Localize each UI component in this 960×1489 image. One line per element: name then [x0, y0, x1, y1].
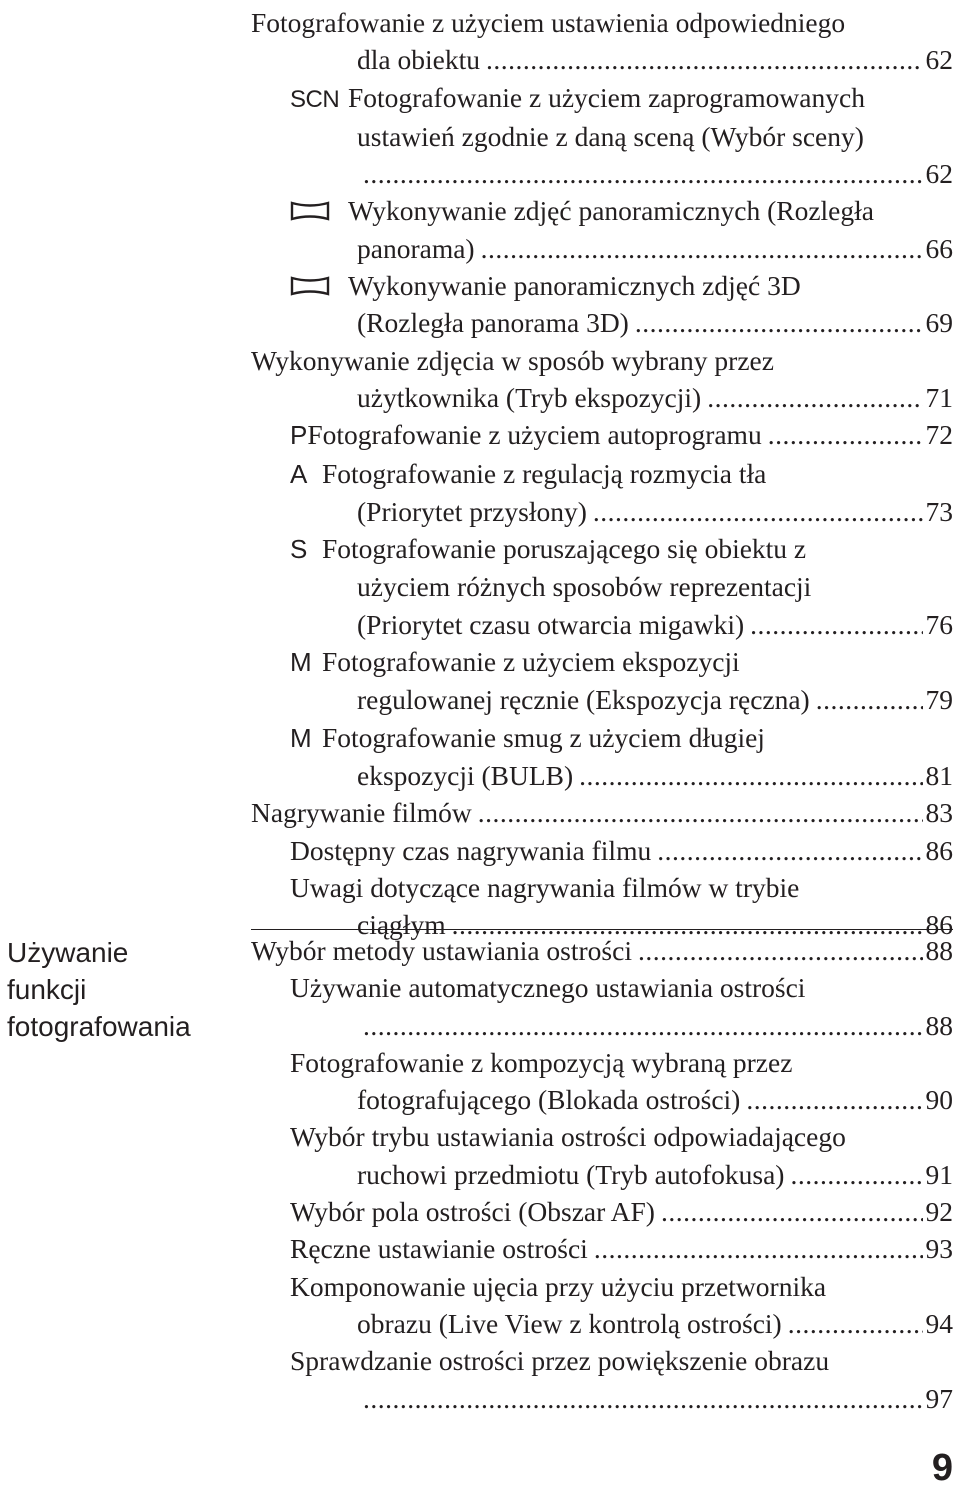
toc-entry[interactable]: [251, 455, 953, 531]
toc-entry-title: Fotografowanie z użyciem ekspozycji: [322, 646, 740, 678]
toc-entry-title: Wykonywanie zdjęcia w sposób wybrany przez: [251, 344, 774, 376]
toc-entry-title: Fotografowanie z użyciem zaprogramowanych: [348, 81, 865, 113]
toc-entry[interactable]: [251, 643, 953, 719]
toc-page-number: 79: [925, 684, 953, 716]
toc-page-number: 94: [925, 1307, 953, 1339]
dot-leader: [790, 1156, 922, 1193]
toc-entry-title: Wybór pola ostrości (Obszar AF): [290, 1196, 655, 1228]
toc-entry-line: [251, 1118, 953, 1155]
toc-entry-title: Komponowanie ujęcia przy użyciu przetwornika: [290, 1270, 827, 1302]
section-label-line: funkcji: [7, 974, 87, 1005]
toc-entry[interactable]: [251, 1118, 953, 1193]
toc-entry-line: [251, 1007, 953, 1044]
toc-entry[interactable]: [251, 79, 953, 193]
dot-leader: [746, 1081, 922, 1118]
toc-entry-line: [251, 719, 953, 757]
mode-scn-icon: SCN: [290, 85, 340, 113]
toc-entry-title: panorama): [357, 232, 475, 264]
toc-entry-line: [251, 530, 953, 568]
dot-leader: [707, 379, 922, 416]
section-label: [7, 934, 247, 1045]
dot-leader: [579, 757, 922, 794]
toc-entry-line: [251, 832, 953, 869]
toc-entry-title: użyciem różnych sposobów reprezentacji: [357, 571, 812, 603]
page-number: 9: [931, 1447, 953, 1489]
dot-leader: [816, 681, 923, 718]
toc-page-number: 97: [925, 1382, 953, 1414]
dot-leader: [638, 932, 923, 969]
dot-leader: [788, 1305, 923, 1342]
section-label-line: Używanie: [7, 937, 129, 968]
toc-entry-line: [251, 155, 953, 192]
toc-entry[interactable]: [251, 1044, 953, 1119]
toc-entry-line: [251, 41, 953, 78]
toc-entry[interactable]: [251, 4, 953, 79]
toc-entry-line: [251, 794, 953, 831]
toc-page-number: 86: [925, 834, 953, 866]
toc-entry[interactable]: [251, 1342, 953, 1417]
toc-entry-title: Fotografowanie smug z użyciem długiej: [322, 721, 765, 753]
toc-page-number: 62: [925, 158, 953, 190]
dot-leader: [363, 1380, 923, 1417]
mode-a-icon: A: [290, 458, 308, 489]
mode-m-icon: M: [290, 647, 312, 678]
toc-entry[interactable]: [251, 719, 953, 795]
toc-entry-title: ustawień zgodnie z daną sceną (Wybór sceny): [357, 120, 864, 152]
toc-entry-line: [251, 192, 953, 229]
toc-page-number: 73: [925, 495, 953, 527]
section-label-line: fotografowania: [7, 1011, 191, 1042]
toc-entry-title: Fotografowanie poruszającego się obiektu z: [322, 533, 807, 565]
toc-entry-title: (Priorytet przysłony): [357, 495, 587, 527]
toc-top: [251, 4, 953, 943]
toc-entry-title: (Rozległa panorama 3D): [357, 307, 629, 339]
toc-page-number: 69: [925, 307, 953, 339]
toc-entry-title: Używanie automatycznego ustawiania ostrości: [290, 972, 806, 1004]
section-divider: [251, 929, 953, 930]
toc-entry-line: [251, 1342, 953, 1379]
toc-entry-title: Nagrywanie filmów: [251, 797, 472, 829]
panorama-icon: [290, 192, 348, 229]
toc-entry-title: Wykonywanie zdjęć panoramicznych (Rozległa: [348, 195, 874, 227]
toc-entry-title: Wykonywanie panoramicznych zdjęć 3D: [348, 270, 801, 302]
toc-entry-title: ruchowi przedmiotu (Tryb autofokusa): [357, 1158, 785, 1190]
dot-leader: [750, 606, 922, 643]
toc-entry[interactable]: [251, 1268, 953, 1343]
mode-m-icon: M: [290, 722, 312, 753]
dot-leader: [363, 155, 923, 192]
toc-entry-line: [251, 342, 953, 379]
toc-entry[interactable]: [251, 1230, 953, 1267]
toc-entry-line: [251, 757, 953, 794]
toc-entry-line: [251, 416, 953, 454]
toc-entry[interactable]: [251, 342, 953, 417]
mode-s-icon: S: [290, 534, 308, 565]
toc-entry[interactable]: [251, 1193, 953, 1230]
toc-entry-line: [251, 1268, 953, 1305]
toc-entry-title: (Priorytet czasu otwarcia migawki): [357, 608, 745, 640]
toc-entry-line: [251, 969, 953, 1006]
toc-entry[interactable]: [251, 267, 953, 342]
toc-entry[interactable]: [251, 794, 953, 831]
dot-leader: [661, 1193, 923, 1230]
toc-entry-title: Fotografowanie z użyciem ustawienia odpowiedniego: [251, 7, 846, 38]
toc-page-number: 88: [925, 935, 953, 966]
toc-entry-line: [251, 1044, 953, 1081]
dot-leader: [363, 1007, 923, 1044]
toc-page-number: 91: [925, 1158, 953, 1190]
dot-leader: [657, 832, 922, 869]
toc-entry[interactable]: [251, 832, 953, 869]
toc-entry-line: [251, 932, 953, 969]
toc-entry-title: użytkownika (Tryb ekspozycji): [357, 381, 702, 413]
toc-page-number: 90: [925, 1084, 953, 1116]
toc-entry-title: Fotografowanie z użyciem autoprogramu: [307, 419, 762, 451]
toc-entry-title: dla obiektu: [357, 44, 480, 76]
toc-entry[interactable]: [251, 932, 953, 969]
toc-entry[interactable]: [251, 530, 953, 643]
toc-page-number: 71: [925, 381, 953, 413]
toc-entry-title: Uwagi dotyczące nagrywania filmów w trybie: [290, 871, 800, 903]
toc-entry-line: [251, 1193, 953, 1230]
toc-entry-title: Dostępny czas nagrywania filmu: [290, 834, 652, 866]
toc-entry-title: fotografującego (Blokada ostrości): [357, 1084, 741, 1116]
dot-leader: [486, 41, 923, 78]
toc-page-number: 86: [925, 909, 953, 941]
toc-entry-line: [251, 568, 953, 605]
toc-page-number: 66: [925, 232, 953, 264]
toc-entry-title: Ręczne ustawianie ostrości: [290, 1233, 588, 1265]
toc-entry-line: [251, 493, 953, 530]
toc-entry-line: [251, 4, 953, 41]
toc-entry-line: [251, 1305, 953, 1342]
toc-entry-title: Wybór trybu ustawiania ostrości odpowiadającego: [290, 1121, 846, 1153]
toc-entry[interactable]: [251, 192, 953, 267]
toc-entry-title: Sprawdzanie ostrości przez powiększenie obrazu: [290, 1345, 830, 1377]
toc-page-number: 83: [925, 797, 953, 829]
toc-entry[interactable]: [251, 969, 953, 1044]
mode-p-icon: P: [290, 420, 308, 451]
toc-entry-title: ekspozycji (BULB): [357, 759, 574, 791]
toc-page-number: 62: [925, 44, 953, 76]
toc-entry-line: [251, 379, 953, 416]
toc-entry-title: Fotografowanie z regulacją rozmycia tła: [322, 457, 767, 489]
toc-page-number: 93: [925, 1233, 953, 1265]
toc-page-number: 76: [925, 608, 953, 640]
dot-leader: [478, 794, 923, 831]
toc-page-number: 92: [925, 1196, 953, 1228]
toc-entry-title: Fotografowanie z kompozycją wybraną przez: [290, 1046, 793, 1078]
toc-entry-line: [251, 304, 953, 341]
toc-page-number: 81: [925, 759, 953, 791]
toc-entry-line: [251, 455, 953, 493]
toc-entry[interactable]: [251, 416, 953, 454]
dot-leader: [593, 493, 923, 530]
toc-entry-line: [251, 1081, 953, 1118]
toc-entry-title: regulowanej ręcznie (Ekspozycja ręczna): [357, 684, 810, 716]
toc-entry-line: [251, 267, 953, 304]
dot-leader: [635, 304, 923, 341]
toc-entry-line: [251, 869, 953, 906]
toc-entry-line: [251, 643, 953, 681]
toc-page-number: 88: [925, 1009, 953, 1041]
dot-leader: [481, 230, 923, 267]
toc-entry-title: ciągłym: [357, 909, 446, 941]
toc-entry-title: obrazu (Live View z kontrolą ostrości): [357, 1307, 782, 1339]
toc-entry-line: [251, 79, 953, 118]
toc-entry-line: [251, 1156, 953, 1193]
toc-entry-line: [251, 1230, 953, 1267]
toc-bottom: [251, 932, 953, 1417]
toc-entry-line: [251, 118, 953, 155]
panorama-3d-icon: [290, 267, 348, 304]
toc-entry-line: [251, 681, 953, 718]
toc-entry-line: [251, 1380, 953, 1417]
toc-entry-line: [251, 230, 953, 267]
toc-page-number: 72: [925, 419, 953, 451]
toc-entry-line: [251, 606, 953, 643]
toc-entry-title: Wybór metody ustawiania ostrości: [251, 935, 632, 966]
dot-leader: [594, 1230, 923, 1267]
dot-leader: [768, 416, 923, 453]
